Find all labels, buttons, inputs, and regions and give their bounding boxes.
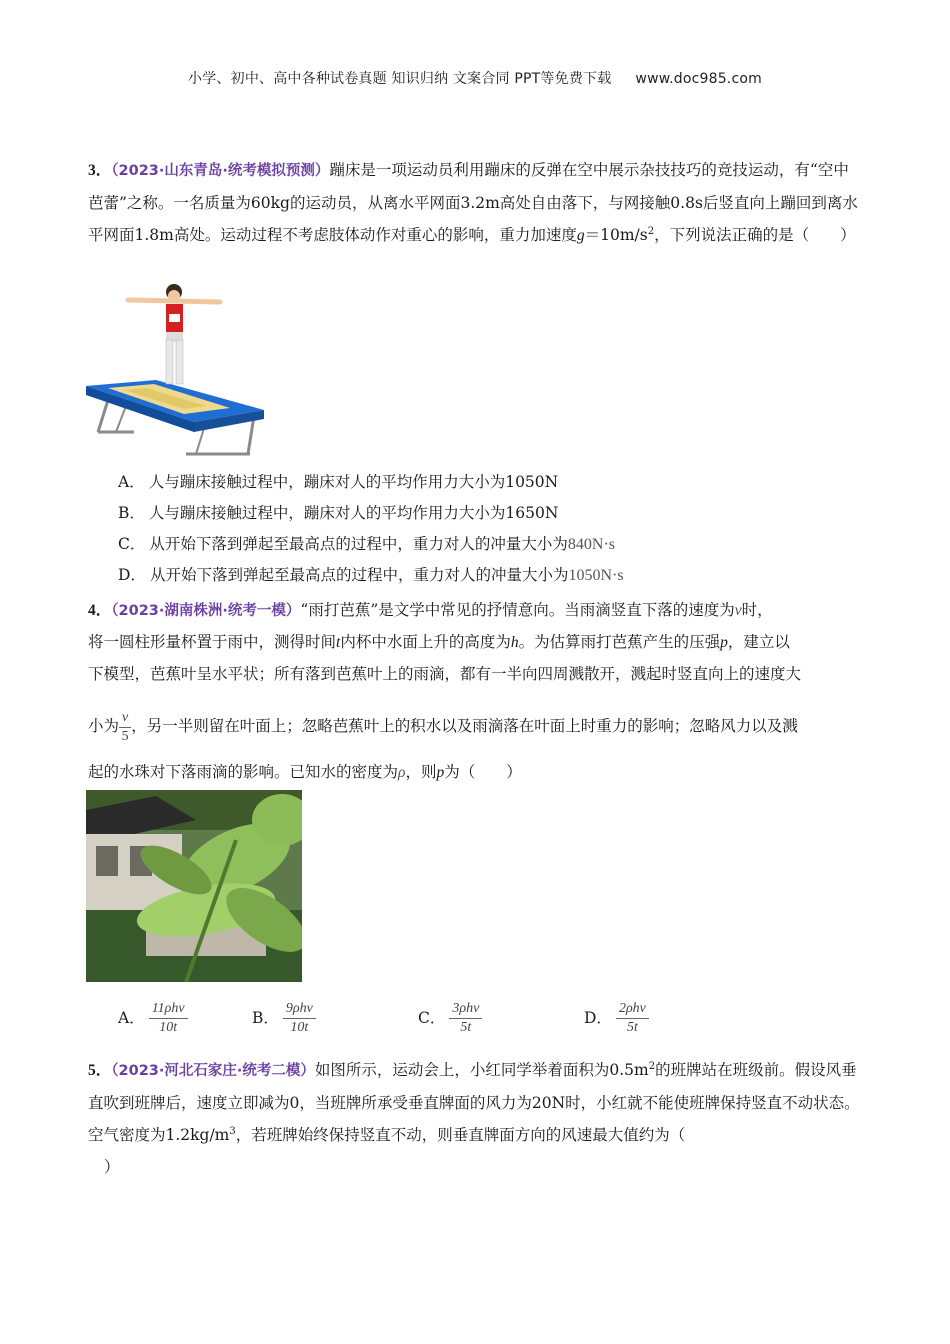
- question-3-option-c[interactable]: C． 从开始下落到弹起至最高点的过程中，重力对人的冲量大小为840N·s: [118, 535, 615, 553]
- question-5-number: 5．: [88, 1062, 112, 1079]
- question-4-source: （2023·湖南株洲·统考一模）: [111, 603, 301, 619]
- question-3-option-b[interactable]: B． 人与蹦床接触过程中，蹦床对人的平均作用力大小为1650N: [118, 504, 559, 522]
- option-d-math: 1050N·s: [568, 567, 624, 584]
- banana-leaf-photo: [86, 790, 302, 982]
- question-3-text-a: 蹦床是一项运动员利用蹦床的反弹在空中展示杂技技巧的竞技运动，有“空中芭蕾”之称。一名质量为60kg的运动员，从离水平网面3.2m高处自由落下，与网接触0.8s后竖直向上蹦回到离水平网面1.8m高处。运动过程不考虑肢体动作对重心的影响，重力加速度: [88, 161, 858, 244]
- page-header: [0, 68, 950, 88]
- question-5-stem: 5．（2023·河北石家庄·统考二模）如图所示，运动会上，小红同学举着面积为$0.5m^2$的班牌站在班级前。假设风垂直吹到班牌后，速度立即减为0，当班牌所承受垂直牌面的风力为20N时，小红就不能使班牌保持竖直不动状态。空气密度为$1.2kg/m^3$，若班牌始终保持竖直不动，则垂直牌面方向的风速最大值约为（ ）: [88, 1060, 860, 1176]
- g-variable: g: [576, 227, 585, 244]
- question-3-number: 3．: [88, 162, 112, 179]
- question-4-number: 4．: [88, 602, 112, 619]
- g-equation: ＝10m/s: [584, 226, 648, 244]
- question-4-line-5: 起的水珠对下落雨滴的影响。已知水的密度为ρ，则p为（ ）: [88, 763, 522, 781]
- question-3-option-a[interactable]: A． 人与蹦床接触过程中，蹦床对人的平均作用力大小为1050N: [118, 473, 559, 491]
- question-4-line-4: 小为 $\frac{v}{5}$ ，另一半则留在叶面上；忽略芭蕉叶上的积水以及雨滴落在叶面上时重力的影响；忽略风力以及溅: [88, 709, 798, 744]
- question-3-text-b: ，下列说法正确的是（ ）: [654, 226, 856, 244]
- question-4-line-3: 下模型，芭蕉叶呈水平状；所有落到芭蕉叶上的雨滴，都有一半向四周溅散开，溅起时竖直向上的速度大: [88, 665, 802, 683]
- question-3-option-d[interactable]: D． 从开始下落到弹起至最高点的过程中，重力对人的冲量大小为1050N·s: [118, 566, 624, 584]
- header-text: 小学、初中、高中各种试卷真题 知识归纳 文案合同 PPT等免费下载: [188, 71, 612, 87]
- header-url: www.doc985.com: [635, 71, 762, 87]
- question-4-option-c[interactable]: C． $\frac{\text{3ρhv}}{5t}$: [418, 1000, 482, 1037]
- question-4-option-b[interactable]: B． $\frac{\text{9ρhv}}{10t}$: [252, 1000, 316, 1037]
- option-c-math: 840N·s: [567, 536, 615, 553]
- g-exponent: 2: [647, 225, 655, 237]
- question-4-option-a[interactable]: A． $\frac{\text{11ρhv}}{10t}$: [118, 1000, 188, 1037]
- question-3-source: （2023·山东青岛·统考模拟预测）: [111, 163, 330, 179]
- question-4-option-d[interactable]: D． $\frac{\text{2ρhv}}{5t}$: [584, 1000, 649, 1037]
- question-3-stem: [88, 154, 860, 252]
- v-variable: v: [734, 602, 742, 619]
- rho-symbol: ρ: [398, 764, 406, 781]
- question-4-line-2: 将一圆柱形量杯置于雨中，测得时间t内杯中水面上升的高度为h。为估算雨打芭蕉产生的压强p，建立以: [88, 633, 790, 651]
- trampoline-figure: [86, 282, 266, 458]
- v-over-5-fraction: $\frac{v}{5}$: [119, 709, 131, 746]
- question-5-source: （2023·河北石家庄·统考二模）: [111, 1063, 315, 1079]
- question-4-line-1: 4．（2023·湖南株洲·统考一模）“雨打芭蕉”是文学中常见的抒情意向。当雨滴竖直下落的速度为v时，: [88, 601, 773, 619]
